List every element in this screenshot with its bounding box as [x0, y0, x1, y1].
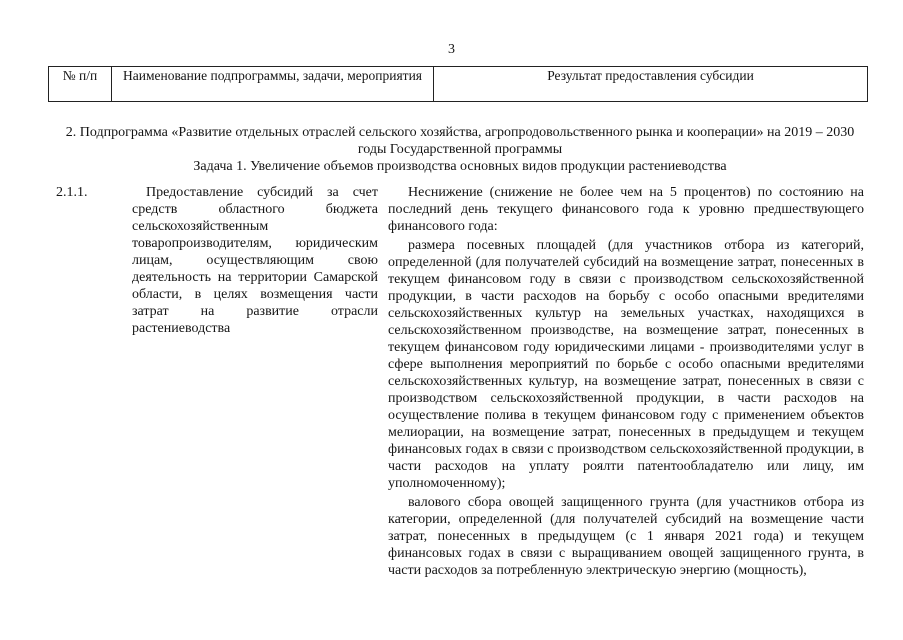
result-paragraph: Неснижение (снижение не более чем на 5 процентов) по состоянию на последний день текущего финансового года к уровню предшествующего финансового года: [388, 185, 864, 234]
page-number: 3 [448, 42, 455, 57]
result-paragraph: размера посевных площадей (для участников отбора из категорий, определенной (для получателей субсидий на возмещение затрат, понесенных в текущем финансовом году в связи с производством сельскохозяйственной продукции, в части расходов на борьбу с особо опасными вредителями сельскохозяйственных культур на земельных участках, находящихся в сельскохозяйственном производстве, на возмещение затрат, понесенных в текущем финансовом году юридическими лицами - производителями услуг в сфере выполнения мероприятий по борьбе с особо опасными вредителями сельскохозяйственных культур, на возмещение затрат, понесенных в связи с производством сельскохозяйственной продукции, в части расходов на осуществление полива в текущем финансовом году с применением объектов мелиорации, на возмещение затрат, понесенных в предыдущем и текущем финансовых годах в связи с производством сельскохозяйственной продукции, в части расходов на уплату роялти патентообладателю или лицу, им уполномоченному); [388, 238, 864, 491]
table-header [48, 66, 868, 102]
task-heading: Задача 1. Увеличение объемов производства основных видов продукции растениеводства [193, 159, 727, 174]
header-result-column: Результат предоставления субсидии [547, 68, 754, 83]
item-result [388, 184, 864, 581]
result-paragraph: валового сбора овощей защищенного грунта (для участников отбора из категории, определенной (для получателей субсидий на возмещение части затрат, понесенных в предыдущем (с 1 января 2021 года) и текущем финансовых годах в связи с выращиванием овощей защищенного грунта, в части расходов за потребленную электрическую энергию (мощность), [388, 495, 864, 578]
header-name-column: Наименование подпрограммы, задачи, мероприятия [112, 67, 434, 101]
header-number-column: № п/п [49, 67, 112, 101]
item-number: 2.1.1. [56, 185, 88, 200]
subprogram-heading: 2. Подпрограмма «Развитие отдельных отраслей сельского хозяйства, агропродовольственного рынка и кооперации» на 2019 – 2030 годы Государственной программы [65, 125, 855, 157]
item-description: Предоставление субсидий за счет средств областного бюджета сельскохозяйственным товаропроизводителям, юридическим лицам, осуществляющим свою деятельность на территории Самарской области, в целях возмещения части затрат на развитие отрасли растениеводства [132, 185, 378, 336]
